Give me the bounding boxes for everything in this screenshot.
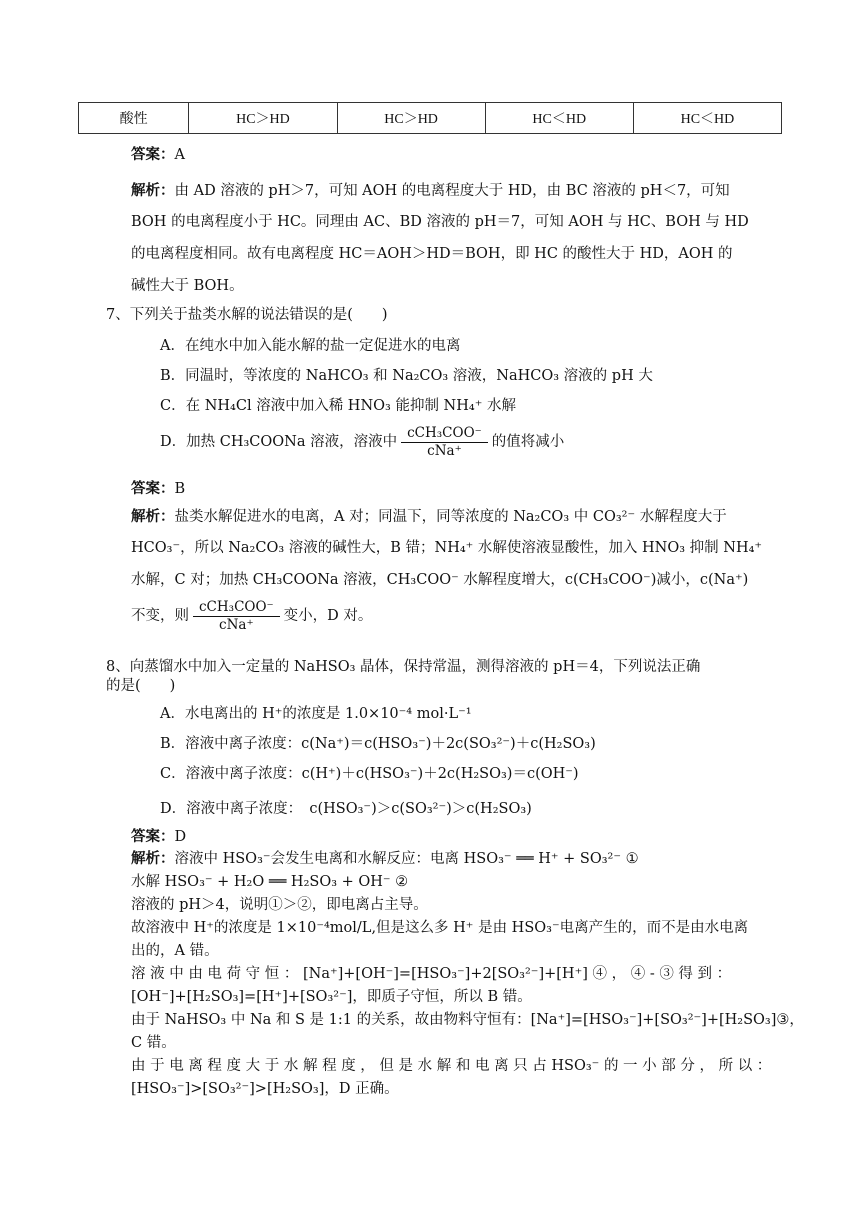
q8-analysis-line-7: [OH⁻]+[H₂SO₃]=[H⁺]+[SO₃²⁻]，即质子守恒，所以 B 错。	[131, 989, 532, 1005]
table-cell: HC＞HD	[189, 103, 337, 134]
q8-analysis-line-8: 由于 NaHSO₃ 中 Na 和 S 是 1:1 的关系，故由物料守恒有：[Na⁺]=[HSO₃⁻]+[SO₃²⁻]+[H₂SO₃]③，	[131, 1012, 804, 1028]
q6-analysis-line-2: BOH 的电离程度小于 HC。同理由 AC、BD 溶液的 pH＝7，可知 AOH 与 HC、BOH 与 HD	[131, 214, 749, 230]
q8-analysis-line-6: 溶 液 中 由 电 荷 守 恒 ： [Na⁺]+[OH⁻]=[HSO₃⁻]+2[SO₃²⁻]+[H⁺] ④ ， ④ - ③ 得 到 ：	[131, 966, 732, 982]
q8-analysis-line-3: 溶液的 pH＞4，说明①＞②，即电离占主导。	[131, 897, 428, 913]
q7-analysis-line-3: 水解，C 对；加热 CH₃COONa 溶液，CH₃COO⁻ 水解程度增大，c(CH₃COO⁻)减小，c(Na⁺)	[131, 572, 749, 588]
q8-option-a: A．水电离出的 H⁺的浓度是 1.0×10⁻⁴ mol·L⁻¹	[160, 706, 472, 722]
q7-option-c: C．在 NH₄Cl 溶液中加入稀 HNO₃ 能抑制 NH₄⁺ 水解	[160, 398, 516, 414]
table-cell: HC＞HD	[337, 103, 485, 134]
q7-answer: 答案：B	[131, 480, 186, 497]
table-cell: HC＜HD	[485, 103, 633, 134]
q6-analysis-line-4: 碱性大于 BOH。	[131, 278, 244, 294]
q7-analysis-line-4: 不变，则 $\frac{\text{cCH₃COO⁻}}{\text{cNa⁺}}$ 变小，D 对。	[131, 598, 373, 633]
concentration-fraction: $\frac{\text{cCH₃COO⁻}}{\text{cNa⁺}}$	[193, 599, 280, 634]
table-row-label: 酸性	[79, 103, 189, 134]
q7-analysis-line-1: 解析：盐类水解促进水的电离，A 对；同温下，同等浓度的 Na₂CO₃ 中 CO₃²⁻ 水解程度大于	[131, 508, 727, 525]
q8-analysis-line-10: 由 于 电 离 程 度 大 于 水 解 程 度 ， 但 是 水 解 和 电 离 只 占 HSO₃⁻ 的 一 小 部 分 ， 所 以 ：	[131, 1058, 772, 1074]
q6-analysis-line-1: 解析：由 AD 溶液的 pH＞7，可知 AOH 的电离程度大于 HD，由 BC 溶液的 pH＜7，可知	[131, 182, 730, 199]
q7-analysis-line-2: HCO₃⁻，所以 Na₂CO₃ 溶液的碱性大，B 错；NH₄⁺ 水解使溶液显酸性，加入 HNO₃ 抑制 NH₄⁺	[131, 540, 763, 556]
q8-stem-line-2: 的是( )	[106, 678, 176, 694]
q6-analysis-line-3: 的电离程度相同。故有电离程度 HC＝AOH＞HD＝BOH，即 HC 的酸性大于 HD，AOH 的	[131, 246, 733, 262]
q8-option-b: B．溶液中离子浓度：c(Na⁺)＝c(HSO₃⁻)＋2c(SO₃²⁻)＋c(H₂SO₃)	[160, 736, 596, 752]
q8-option-d: D．溶液中离子浓度： c(HSO₃⁻)＞c(SO₃²⁻)＞c(H₂SO₃)	[160, 801, 532, 817]
q8-answer: 答案：D	[131, 828, 187, 845]
q7-option-a: A．在纯水中加入能水解的盐一定促进水的电离	[160, 338, 461, 354]
concentration-fraction: $\frac{\text{cCH₃COO⁻}}{\text{cNa⁺}}$	[401, 425, 488, 460]
table-cell: HC＜HD	[633, 103, 781, 134]
q7-option-d: D．加热 CH₃COONa 溶液，溶液中 $\frac{\text{cCH₃COO⁻}}{\text{cNa⁺}}$ 的值将减小	[160, 424, 565, 459]
q6-answer: 答案：A	[131, 146, 185, 163]
q8-analysis-line-9: C 错。	[131, 1035, 176, 1051]
q8-option-c: C．溶液中离子浓度：c(H⁺)＋c(HSO₃⁻)＋2c(H₂SO₃)＝c(OH⁻)	[160, 766, 579, 782]
q8-stem-line-1: 8、向蒸馏水中加入一定量的 NaHSO₃ 晶体，保持常温，测得溶液的 pH＝4，下列说法正确	[106, 659, 701, 675]
q7-stem: 7、下列关于盐类水解的说法错误的是( )	[106, 307, 388, 323]
q8-analysis-line-1: 解析：溶液中 HSO₃⁻会发生电离和水解反应：电离 HSO₃⁻ ══ H⁺ + SO₃²⁻ ①	[131, 850, 639, 867]
q8-analysis-line-5: 出的，A 错。	[131, 943, 219, 959]
q7-option-b: B．同温时，等浓度的 NaHCO₃ 和 Na₂CO₃ 溶液，NaHCO₃ 溶液的 pH 大	[160, 368, 653, 384]
acidity-table	[78, 102, 782, 134]
q8-analysis-line-11: [HSO₃⁻]>[SO₃²⁻]>[H₂SO₃]，D 正确。	[131, 1081, 399, 1097]
q8-analysis-line-4: 故溶液中 H⁺的浓度是 1×10⁻⁴mol/L,但是这么多 H⁺ 是由 HSO₃⁻电离产生的，而不是由水电离	[131, 920, 749, 936]
table-row	[79, 103, 782, 134]
q8-analysis-line-2: 水解 HSO₃⁻ + H₂O ══ H₂SO₃ + OH⁻ ②	[131, 874, 409, 890]
